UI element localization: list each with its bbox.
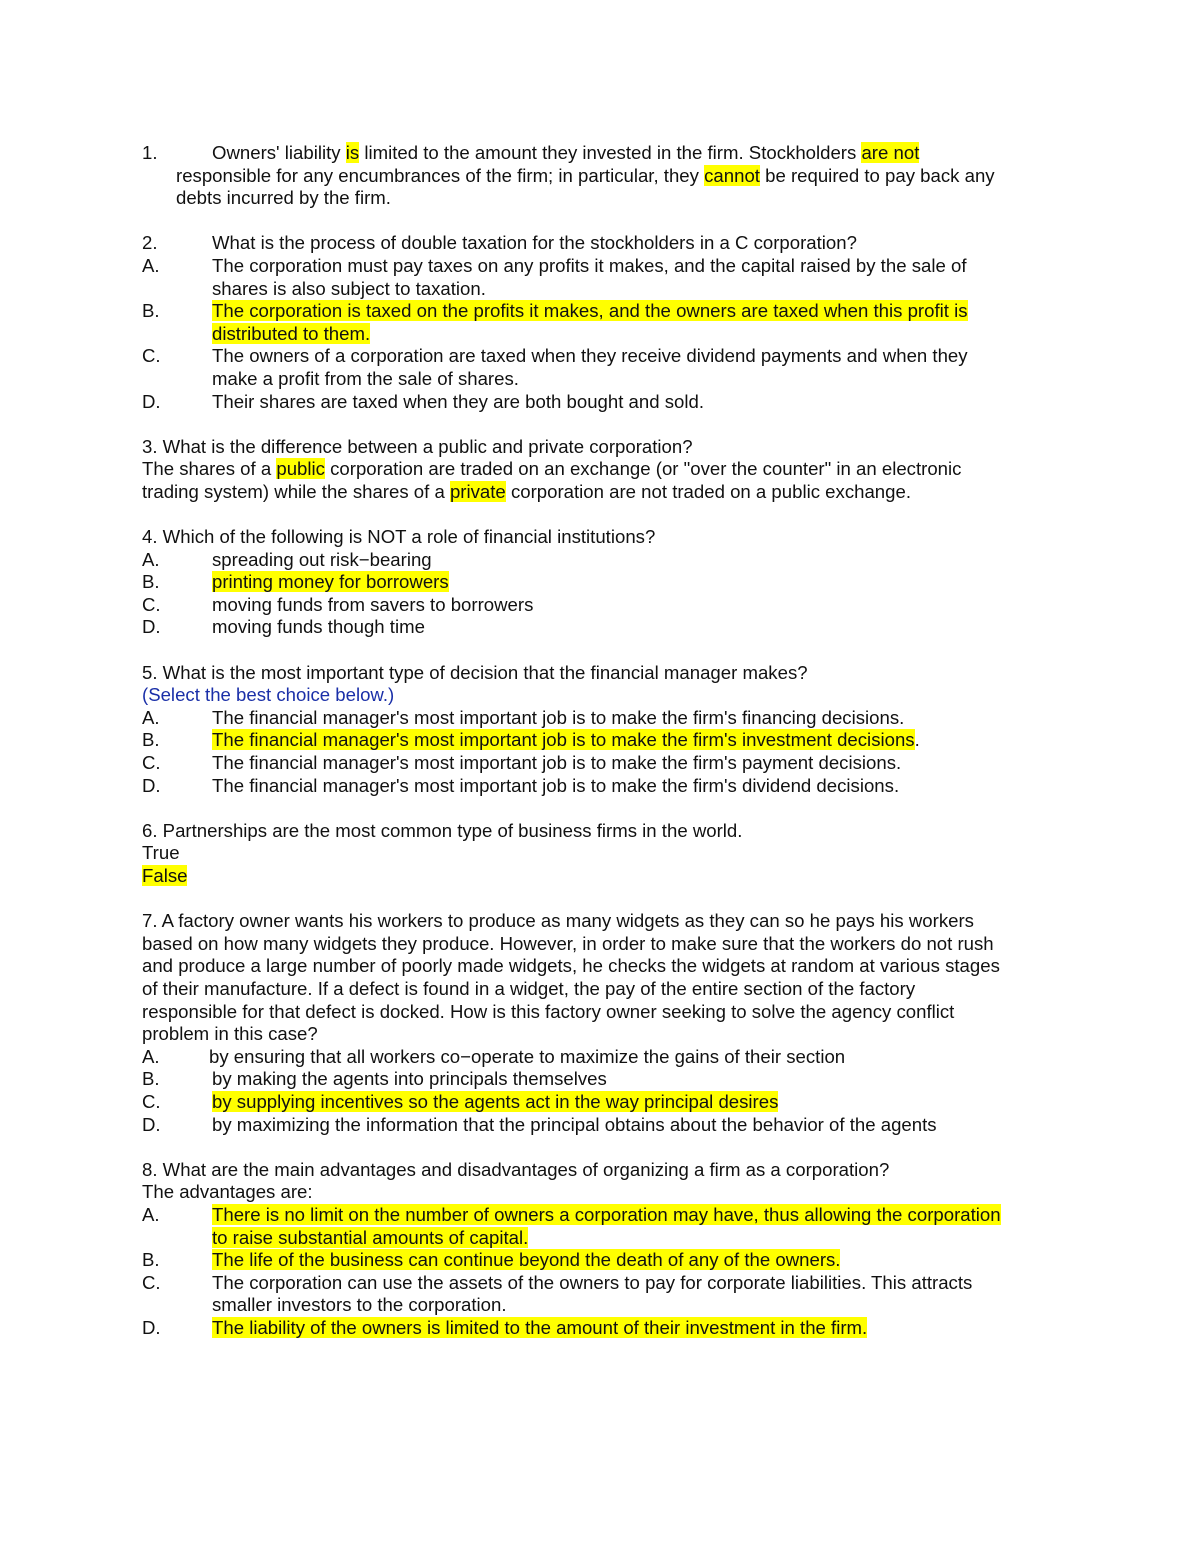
question-number: 2. (142, 232, 158, 254)
question-5 (142, 662, 1062, 798)
option: D. by maximizing the information that the principal obtains about the behavior of the agents (142, 1113, 937, 1135)
question-2 (142, 232, 1062, 413)
highlighted-answer: are not (861, 142, 920, 163)
question-text: 5. What is the most important type of decision that the financial manager makes? (142, 661, 808, 683)
option: C. The owners of a corporation are taxed when they receive dividend payments and when they make a profit from the sale of shares. (142, 345, 968, 389)
question-3: 3. What is the difference between a public and private corporation? The shares of a public corporation are traded on an exchange (or "over the counter" in an electronic trading system) while the shares of a private corporation are not traded on a public exchange. (142, 436, 1062, 504)
question-text: What is the process of double taxation for the stockholders in a C corporation? (212, 232, 857, 254)
option-correct: B. The life of the business can continue beyond the death of any of the owners. (142, 1249, 841, 1271)
question-text: 4. Which of the following is NOT a role of financial institutions? (142, 526, 656, 548)
document-body (142, 142, 1062, 1339)
question-6 (142, 820, 1062, 888)
option-correct: A. There is no limit on the number of owners a corporation may have, thus allowing the corporation to raise substantial amounts of capital. (142, 1203, 1001, 1248)
highlighted-answer: is (345, 142, 360, 163)
option-correct: B. The financial manager's most important job is to make the firm's investment decisions. (142, 729, 920, 751)
option: C. The corporation can use the assets of the owners to pay for corporate liabilities. This attracts smaller investors to the corporation. (142, 1271, 973, 1316)
subheading: The advantages are: (142, 1181, 313, 1203)
question-7: 7. A factory owner wants his workers to produce as many widgets as they can so he pays his workers based on how many widgets they produce. However, in order to make sure that the workers do not rush and produce a large number of poorly made widgets, he checks the widgets at random at various stages of their manufacture. If a defect is found in a widget, the pay of the entire section of the factory responsible for that defect is docked. How is this factory owner seeking to solve the agency conflict problem in this case? A. by ensuring that all workers co−operate to maximize the gains of their section B. by making the agents into principals themselves C. by supplying incentives so the agents act in the way principal desires D. by maximizing the information that the principal obtains about the behavior of the agents (142, 910, 1062, 1136)
question-text: 3. What is the difference between a public and private corporation? (142, 435, 693, 457)
option-false-correct: False (142, 865, 188, 886)
question-text: 8. What are the main advantages and disadvantages of organizing a firm as a corporation? (142, 1158, 890, 1180)
option-correct: B. printing money for borrowers (142, 571, 449, 593)
option: D. moving funds though time (142, 616, 425, 638)
option-correct: B. The corporation is taxed on the profits it makes, and the owners are taxed when this profit is distributed to them. (142, 300, 968, 344)
option: D. Their shares are taxed when they are both bought and sold. (142, 390, 705, 412)
option: C. moving funds from savers to borrowers (142, 593, 534, 615)
question-1: 1. Owners' liability is limited to the amount they invested in the firm. Stockholders are not responsible for any encumbrances of the firm; in particular, they cannot be required to pay back any debts incurred by the firm. (142, 142, 995, 209)
option: A. The financial manager's most important job is to make the firm's financing decisions. (142, 706, 905, 728)
highlighted-answer: public (276, 458, 325, 480)
highlighted-answer: private (449, 480, 506, 502)
question-8 (142, 1159, 1062, 1340)
option: D. The financial manager's most important job is to make the firm's dividend decisions. (142, 774, 900, 796)
question-text: 7. A factory owner wants his workers to produce as many widgets as they can so he pays his workers (142, 910, 974, 932)
option: B. by making the agents into principals themselves (142, 1068, 607, 1090)
option-correct: D. The liability of the owners is limited to the amount of their investment in the firm. (142, 1316, 868, 1338)
option: A. spreading out risk−bearing (142, 548, 432, 570)
option-true: True (142, 842, 180, 864)
question-4 (142, 526, 1062, 639)
question-text: 6. Partnerships are the most common type of business firms in the world. (142, 819, 743, 841)
instruction-text: (Select the best choice below.) (142, 684, 395, 706)
option-correct: C. by supplying incentives so the agents act in the way principal desires (142, 1090, 779, 1112)
option: A. by ensuring that all workers co−operate to maximize the gains of their section (142, 1045, 846, 1067)
option: A. The corporation must pay taxes on any profits it makes, and the capital raised by the sale of shares is also subject to taxation. (142, 254, 967, 299)
highlighted-answer: cannot (704, 164, 760, 186)
option: C. The financial manager's most important job is to make the firm's payment decisions. (142, 752, 902, 774)
question-number: 1. (142, 142, 158, 163)
